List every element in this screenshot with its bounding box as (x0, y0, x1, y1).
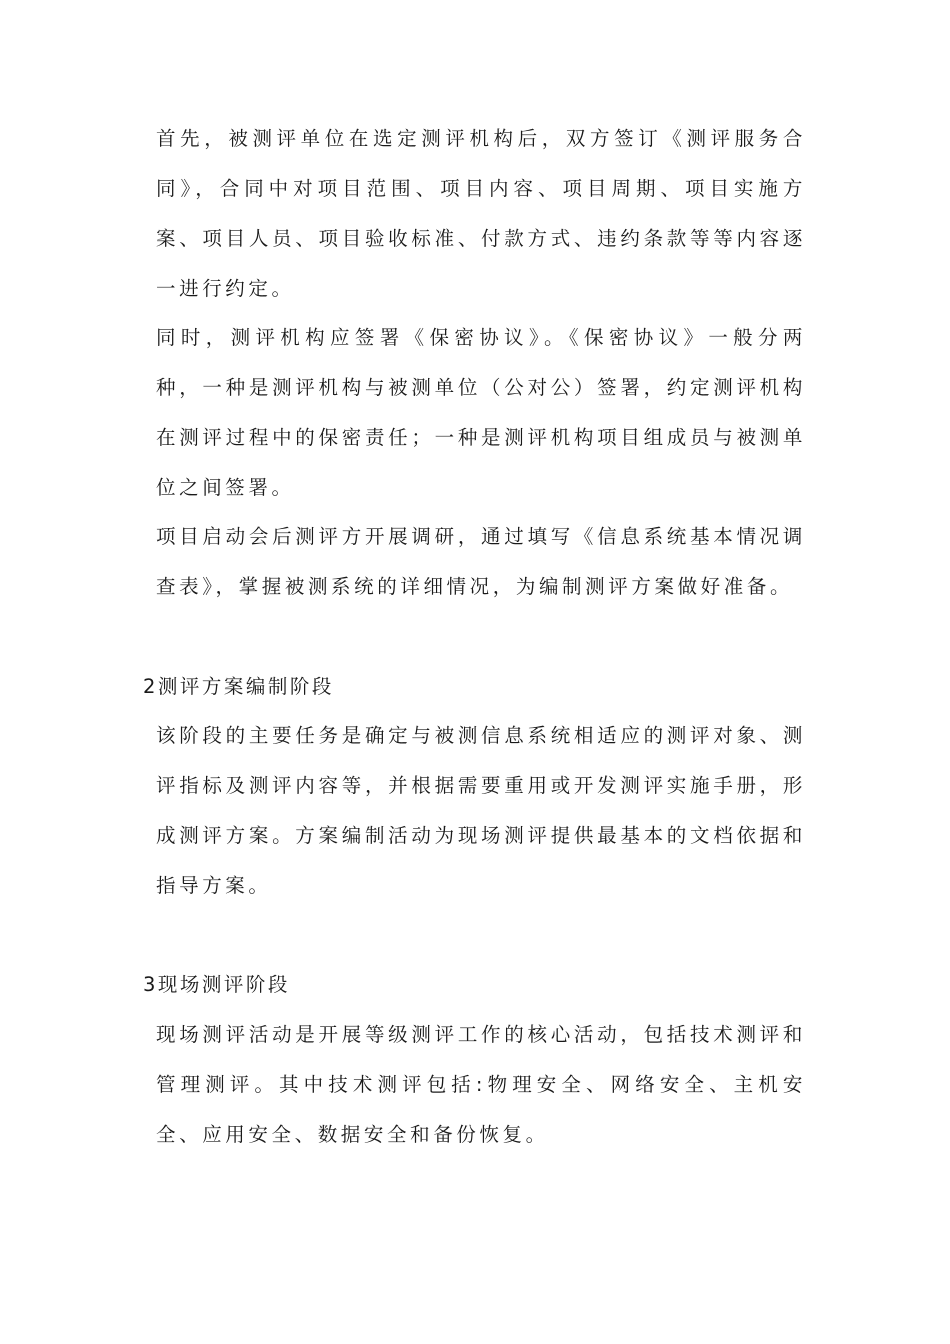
paragraph-service-contract: 首先，被测评单位在选定测评机构后，双方签订《测评服务合同》，合同中对项目范围、项目内容、项目周期、项目实施方案、项目人员、项目验收标准、付款方式、违约条款等等内容逐一进行约定。 (156, 127, 806, 300)
paragraph-survey: 项目启动会后测评方开展调研，通过填写《信息系统基本情况调查表》，掌握被测系统的详细情况，为编制测评方案做好准备。 (156, 525, 806, 598)
section-heading-onsite: 3现场测评阶段 (143, 973, 290, 996)
section-heading-plan: 2测评方案编制阶段 (143, 675, 334, 698)
paragraph-onsite: 现场测评活动是开展等级测评工作的核心活动，包括技术测评和管理测评。其中技术测评包括:物理安全、网络安全、主机安全、应用安全、数据安全和备份恢复。 (156, 1023, 806, 1146)
paragraph-plan: 该阶段的主要任务是确定与被测信息系统相适应的测评对象、测评指标及测评内容等，并根据需要重用或开发测评实施手册，形成测评方案。方案编制活动为现场测评提供最基本的文档依据和指导方案。 (156, 724, 806, 897)
paragraph-confidentiality-agreement: 同时，测评机构应签署《保密协议》。《保密协议》一般分两种，一种是测评机构与被测单位（公对公）签署，约定测评机构在测评过程中的保密责任；一种是测评机构项目组成员与被测单位之间签署。 (156, 326, 806, 499)
